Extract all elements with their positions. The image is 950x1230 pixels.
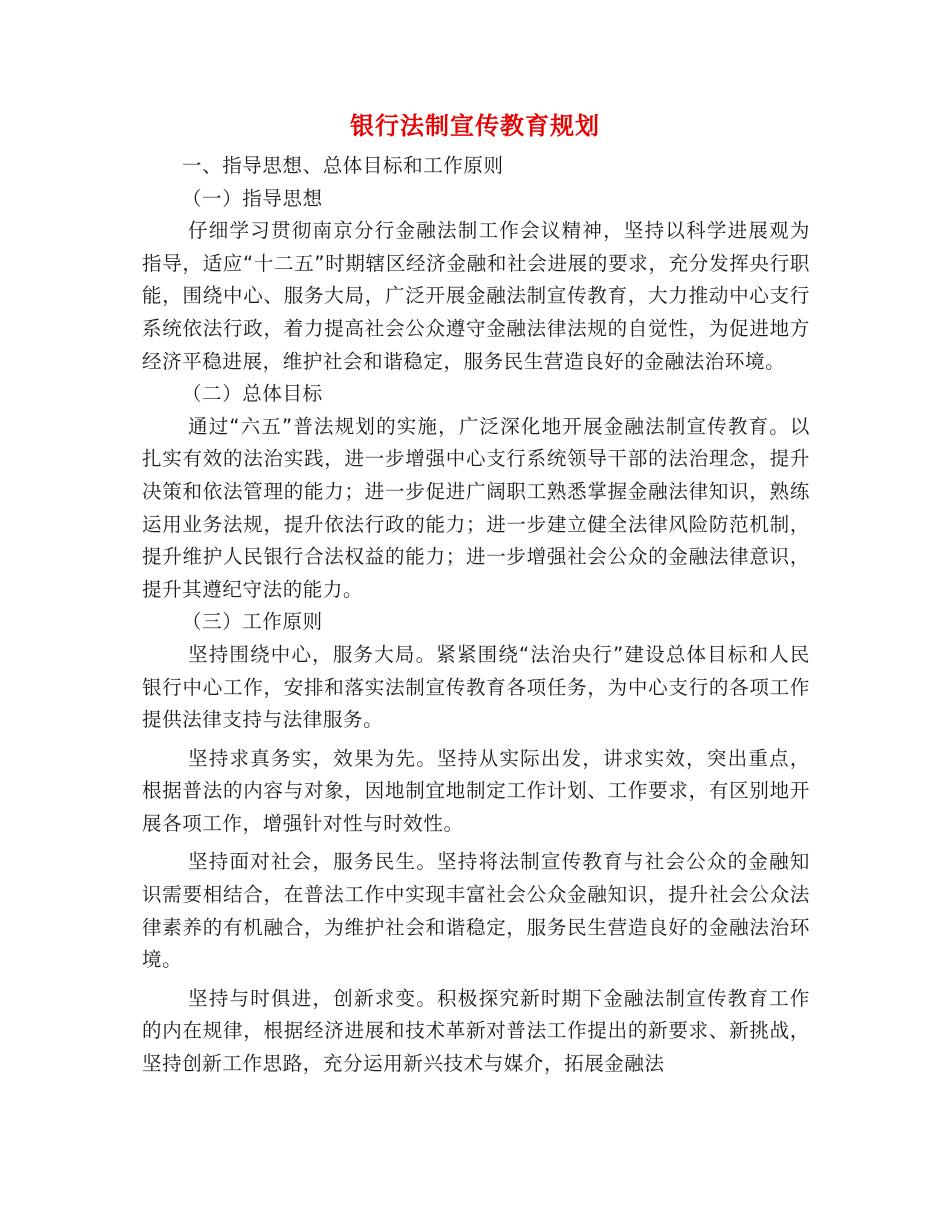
document-body xyxy=(142,150,810,1081)
subsection-heading-guiding-ideology: （一）指导思想 xyxy=(182,186,323,210)
paragraph-overall-goals: 通过“六五”普法规划的实施，广泛深化地开展金融法制宣传教育。以扎实有效的法治实践，进一步增强中心支行系统领导干部的法治理念，提升决策和依法管理的能力；进一步促进广阔职工熟悉掌握金融法律知识，熟练运用业务法规，提升依法行政的能力；进一步建立健全法律风险防范机制，提升维护人民银行合法权益的能力；进一步增强社会公众的金融法律意识，提升其遵纪守法的能力。 xyxy=(142,414,810,601)
paragraph-principle-society: 坚持面对社会，服务民生。坚持将法制宣传教育与社会公众的金融知识需要相结合，在普法工作中实现丰富社会公众金融知识，提升社会公众法律素养的有机融合，为维护社会和谐稳定，服务民生营造良好的金融法治环境。 xyxy=(142,850,810,972)
paragraph-principle-center: 坚持围绕中心，服务大局。紧紧围绕“法治央行”建设总体目标和人民银行中心工作，安排和落实法制宣传教育各项任务，为中心支行的各项工作提供法律支持与法律服务。 xyxy=(142,642,810,732)
paragraph-principle-innovation: 坚持与时俱进，创新求变。积极探究新时期下金融法制宣传教育工作的内在规律，根据经济进展和技术革新对普法工作提出的新要求、新挑战，坚持创新工作思路，充分运用新兴技术与媒介，拓展金融法 xyxy=(142,986,810,1076)
subsection-heading-work-principles: （三）工作原则 xyxy=(182,610,323,634)
paragraph-principle-practical: 坚持求真务实，效果为先。坚持从实际出发，讲求实效，突出重点，根据普法的内容与对象，因地制宜地制定工作计划、工作要求，有区别地开展各项工作，增强针对性与时效性。 xyxy=(142,746,810,835)
section-heading-1: 一、指导思想、总体目标和工作原则 xyxy=(182,154,504,177)
document-title: 银行法制宣传教育规划 xyxy=(350,111,600,140)
paragraph-guiding-ideology: 仔细学习贯彻南京分行金融法制工作会议精神，坚持以科学进展观为指导，适应“十二五”时期辖区经济金融和社会进展的要求，充分发挥央行职能，围绕中心、服务大局，广泛开展金融法制宣传教育，大力推动中心支行系统依法行政，着力提高社会公众遵守金融法律法规的自觉性，为促进地方经济平稳进展，维护社会和谐稳定，服务民生营造良好的金融法治环境。 xyxy=(142,219,810,373)
subsection-heading-overall-goals: （二）总体目标 xyxy=(182,382,323,406)
